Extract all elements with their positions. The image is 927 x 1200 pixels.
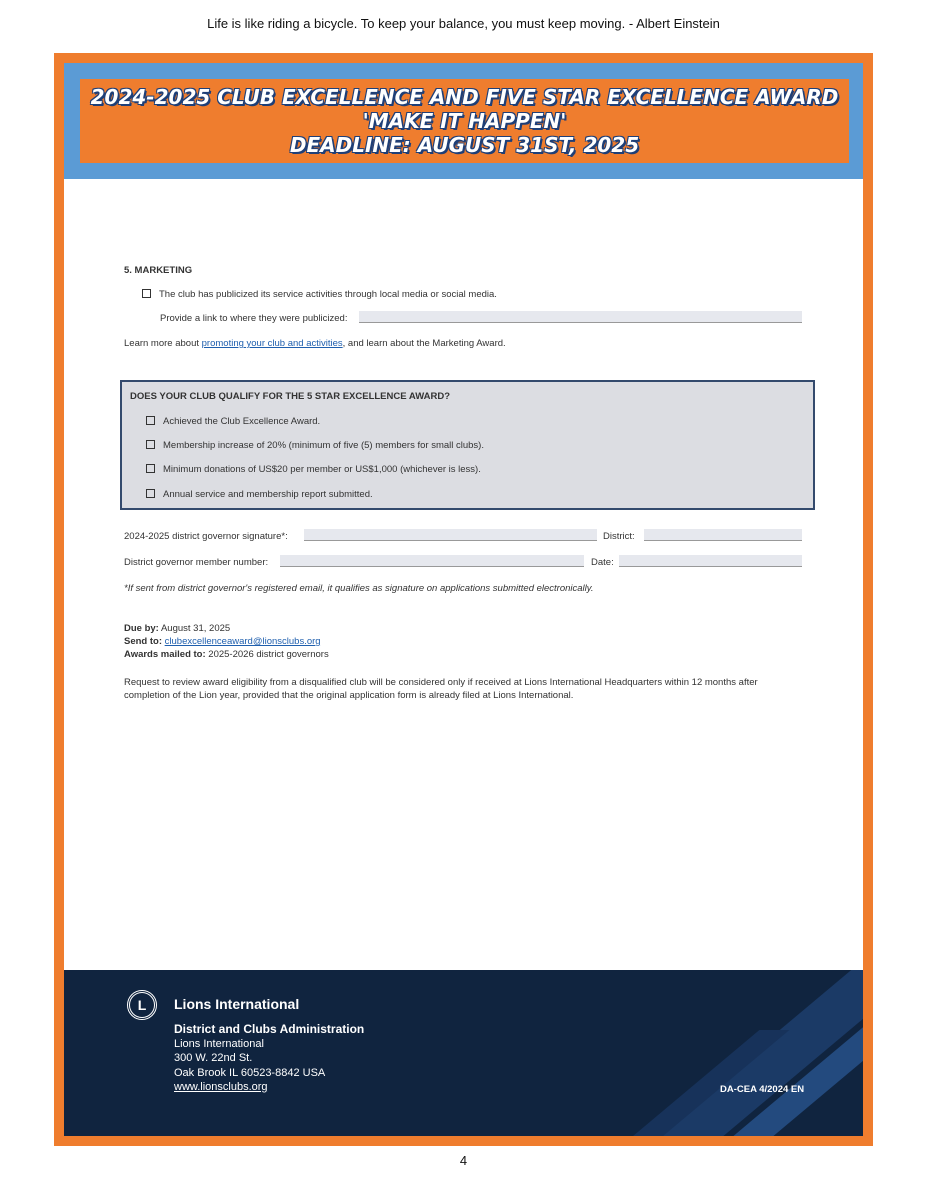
date-label: Date: bbox=[591, 557, 614, 568]
five-star-qualify-box bbox=[120, 380, 815, 510]
footer-org-name: Lions International bbox=[174, 996, 300, 1012]
due-label: Due by: bbox=[124, 623, 159, 634]
form-code: DA-CEA 4/2024 EN bbox=[720, 1084, 805, 1095]
footer-panel bbox=[64, 970, 863, 1136]
banner-line-2: 'MAKE IT HAPPEN' bbox=[362, 109, 567, 133]
promoting-club-link[interactable]: promoting your club and activities bbox=[201, 338, 343, 349]
qualify-item-label: Achieved the Club Excellence Award. bbox=[163, 416, 321, 427]
qualify-heading: DOES YOUR CLUB QUALIFY FOR THE 5 STAR EXCELLENCE AWARD? bbox=[130, 391, 451, 402]
footer-addr-line: 300 W. 22nd St. bbox=[174, 1052, 253, 1064]
member-number-label: District governor member number: bbox=[124, 557, 269, 568]
send-row bbox=[124, 635, 329, 648]
footer-website-link[interactable]: www.lionsclubs.org bbox=[174, 1081, 268, 1093]
email-link[interactable]: clubexcellenceaward@lionsclubs.org bbox=[164, 636, 321, 647]
due-row bbox=[124, 622, 329, 635]
publicized-link-field[interactable] bbox=[359, 311, 802, 323]
qualify-item[interactable] bbox=[146, 416, 320, 427]
qualify-item[interactable] bbox=[146, 464, 481, 475]
send-label: Send to: bbox=[124, 636, 162, 647]
qualify-item[interactable] bbox=[146, 440, 484, 451]
publicized-link-label: Provide a link to where they were publicized: bbox=[160, 313, 348, 324]
submission-info bbox=[124, 622, 329, 661]
footer-addr-line: Lions International bbox=[174, 1037, 264, 1050]
marketing-checkbox-label: The club has publicized its service activities through local media or social media. bbox=[159, 289, 497, 300]
checkbox[interactable] bbox=[146, 416, 155, 425]
title-banner bbox=[80, 79, 849, 163]
mailed-value: 2025-2026 district governors bbox=[208, 649, 329, 660]
banner-line-3: DEADLINE: AUGUST 31ST, 2025 bbox=[289, 133, 640, 157]
form-page bbox=[64, 63, 863, 1136]
checkbox[interactable] bbox=[146, 440, 155, 449]
learn-more-prefix: Learn more about bbox=[124, 338, 202, 349]
footer-addr-line: Oak Brook IL 60523-8842 USA bbox=[174, 1066, 326, 1079]
header-quote: Life is like riding a bicycle. To keep your balance, you must keep moving. - Albert Einstein bbox=[207, 16, 720, 31]
checkbox[interactable] bbox=[146, 464, 155, 473]
qualify-item-label: Minimum donations of US$20 per member or US$1,000 (whichever is less). bbox=[163, 464, 481, 475]
footer-address bbox=[174, 1022, 364, 1095]
signature-note: *If sent from district governor's registered email, it qualifies as signature on applications submitted electronically. bbox=[124, 583, 594, 594]
learn-more-suffix: , and learn about the Marketing Award. bbox=[342, 338, 506, 349]
due-value: August 31, 2025 bbox=[160, 623, 231, 634]
lions-logo-icon bbox=[127, 990, 157, 1020]
review-paragraph bbox=[124, 676, 814, 702]
mailed-row bbox=[124, 648, 329, 661]
learn-more-text bbox=[124, 338, 506, 349]
mailed-label: Awards mailed to: bbox=[124, 649, 206, 660]
date-field[interactable] bbox=[619, 555, 802, 567]
qualify-item-label: Annual service and membership report submitted. bbox=[163, 489, 373, 500]
page-number: 4 bbox=[459, 1153, 468, 1168]
member-number-field[interactable] bbox=[280, 555, 584, 567]
checkbox[interactable] bbox=[146, 489, 155, 498]
signature-label: 2024-2025 district governor signature*: bbox=[124, 531, 288, 542]
qualify-item-label: Membership increase of 20% (minimum of five (5) members for small clubs). bbox=[163, 440, 484, 451]
footer-dept: District and Clubs Administration bbox=[174, 1022, 365, 1036]
marketing-checkbox-row[interactable] bbox=[142, 289, 497, 300]
banner-line-1: 2024-2025 CLUB EXCELLENCE AND FIVE STAR EXCELLENCE AWARD bbox=[90, 85, 839, 109]
checkbox[interactable] bbox=[142, 289, 151, 298]
review-line-2: completion of the Lion year, provided that the original application form is already filed at Lions International. bbox=[124, 690, 574, 701]
signature-field[interactable] bbox=[304, 529, 597, 541]
marketing-heading: 5. MARKETING bbox=[124, 265, 193, 276]
review-line-1: Request to review award eligibility from a disqualified club will be considered only if received at Lions International Headquarters within 12 months after bbox=[124, 677, 758, 688]
district-field[interactable] bbox=[644, 529, 802, 541]
district-label: District: bbox=[603, 531, 635, 542]
logo-letter: L bbox=[137, 997, 147, 1013]
qualify-item[interactable] bbox=[146, 489, 373, 500]
